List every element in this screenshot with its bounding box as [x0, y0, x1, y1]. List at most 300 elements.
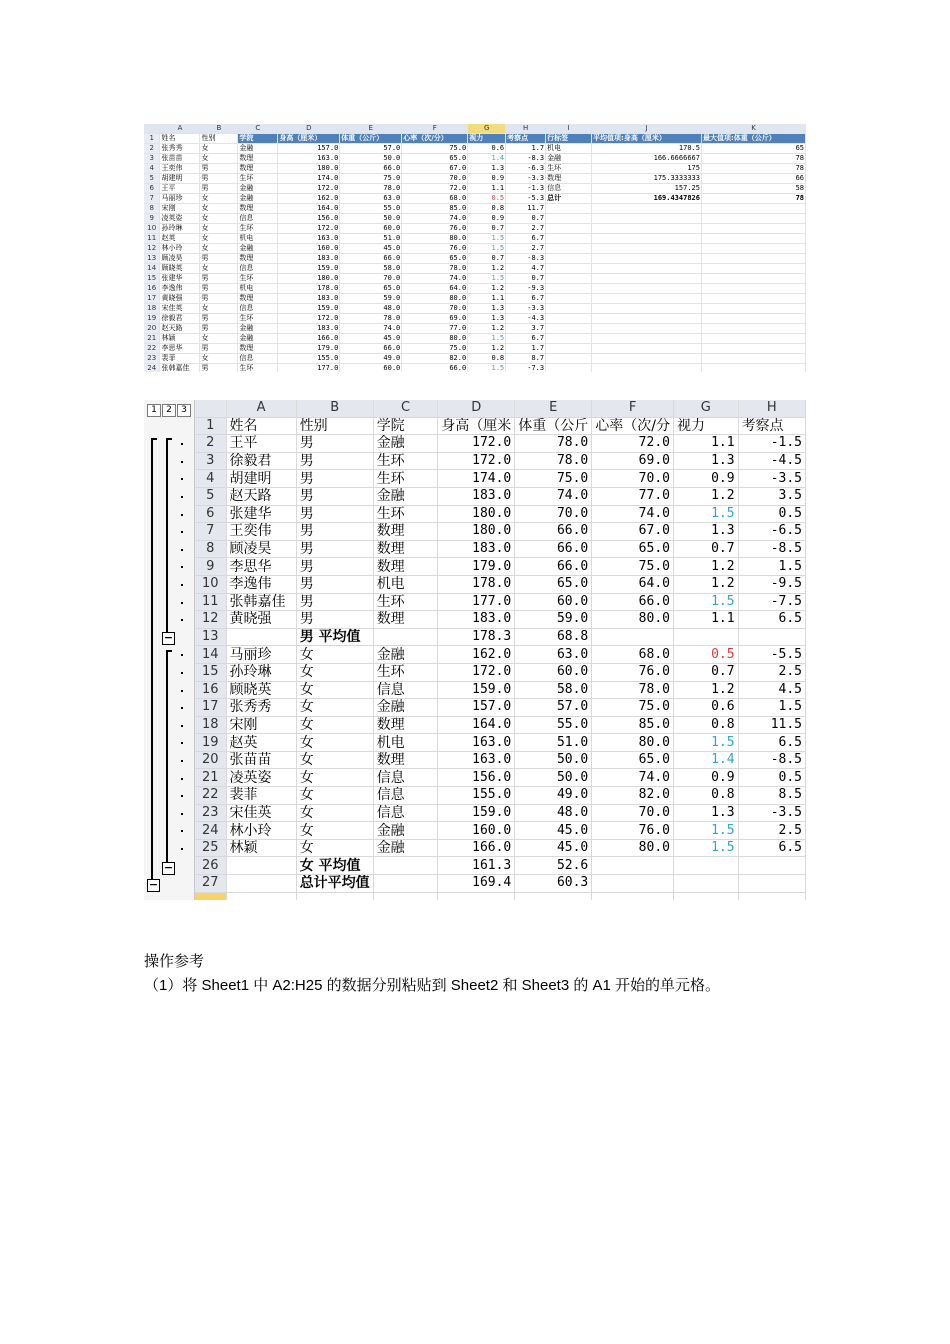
cell[interactable]: 1.5 [468, 234, 506, 244]
cell[interactable]: 1.5 [673, 839, 738, 857]
cell[interactable]: 11.7 [506, 204, 546, 214]
column-header[interactable]: E [340, 124, 402, 134]
cell[interactable]: 74.0 [402, 214, 468, 224]
pivot-cell[interactable]: 数理 [546, 174, 592, 184]
cell[interactable]: 林小玲 [226, 822, 296, 840]
cell[interactable]: 信息 [238, 214, 278, 224]
cell[interactable]: 0.5 [738, 769, 805, 787]
row-number[interactable]: 10 [144, 224, 160, 234]
pivot-cell[interactable]: 信息 [546, 184, 592, 194]
collapse-male-button[interactable]: − [163, 631, 174, 644]
pivot-cell[interactable]: 66 [701, 174, 805, 184]
collapse-female-button[interactable]: − [163, 861, 174, 874]
cell[interactable]: 6.5 [738, 611, 805, 629]
cell[interactable]: 0.5 [673, 646, 738, 664]
cell[interactable]: 马丽珍 [226, 646, 296, 664]
cell[interactable]: 金融 [373, 839, 438, 857]
row-number[interactable]: 12 [144, 244, 160, 254]
cell[interactable]: 男 [200, 164, 238, 174]
cell[interactable]: -1.3 [506, 184, 546, 194]
cell[interactable]: 信息 [373, 769, 438, 787]
row-number[interactable]: 6 [195, 505, 226, 523]
cell[interactable]: 1.1 [673, 611, 738, 629]
pivot-cell[interactable]: 175.3333333 [592, 174, 702, 184]
cell[interactable]: 数理 [373, 611, 438, 629]
cell[interactable] [226, 892, 296, 900]
cell[interactable]: 男 [296, 435, 373, 453]
row-number[interactable]: 16 [144, 284, 160, 294]
cell[interactable]: 66.0 [340, 254, 402, 264]
cell[interactable]: -3.5 [738, 804, 805, 822]
cell[interactable]: 数理 [373, 540, 438, 558]
cell[interactable]: 女 [296, 734, 373, 752]
pivot-cell[interactable] [592, 334, 702, 344]
pivot-cell[interactable] [592, 354, 702, 364]
cell[interactable]: 数理 [238, 344, 278, 354]
row-number[interactable]: 11 [195, 593, 226, 611]
pivot-cell[interactable] [546, 334, 592, 344]
pivot-cell[interactable] [701, 304, 805, 314]
cell[interactable] [373, 628, 438, 646]
cell[interactable]: -3.5 [738, 470, 805, 488]
cell[interactable]: 张秀秀 [160, 144, 200, 154]
cell[interactable]: 林小玲 [160, 244, 200, 254]
cell[interactable] [673, 857, 738, 875]
cell[interactable]: 68.0 [592, 646, 674, 664]
cell[interactable]: 机电 [238, 284, 278, 294]
cell[interactable]: 6.7 [506, 234, 546, 244]
cell[interactable]: -9.3 [506, 284, 546, 294]
cell[interactable]: 数理 [238, 154, 278, 164]
cell[interactable]: 顾晓英 [226, 681, 296, 699]
pivot-cell[interactable] [701, 334, 805, 344]
cell[interactable]: 2.5 [738, 663, 805, 681]
row-number[interactable]: 17 [144, 294, 160, 304]
cell[interactable]: 3.5 [738, 487, 805, 505]
cell[interactable]: -3.3 [506, 304, 546, 314]
pivot-cell[interactable]: 169.4347826 [592, 194, 702, 204]
cell[interactable]: 160.0 [438, 822, 515, 840]
row-number[interactable]: 18 [144, 304, 160, 314]
cell[interactable]: 180.0 [438, 523, 515, 541]
pivot-cell[interactable] [592, 264, 702, 274]
cell[interactable] [515, 892, 592, 900]
cell[interactable]: 75.0 [402, 344, 468, 354]
cell[interactable]: 156.0 [278, 214, 340, 224]
cell[interactable]: 1.5 [468, 274, 506, 284]
row-number[interactable]: 23 [144, 354, 160, 364]
row-number[interactable]: 5 [144, 174, 160, 184]
cell[interactable]: 张韩嘉佳 [226, 593, 296, 611]
cell[interactable]: 女 [200, 194, 238, 204]
cell[interactable]: 58.0 [340, 264, 402, 274]
cell[interactable]: -9.5 [738, 575, 805, 593]
pivot-cell[interactable]: 78 [701, 194, 805, 204]
cell[interactable]: 1.5 [673, 505, 738, 523]
cell[interactable]: 49.0 [340, 354, 402, 364]
pivot-cell[interactable] [546, 204, 592, 214]
cell[interactable]: 张秀秀 [226, 699, 296, 717]
cell[interactable]: 70.0 [402, 304, 468, 314]
row-number[interactable]: 21 [144, 334, 160, 344]
cell[interactable]: 172.0 [278, 314, 340, 324]
cell[interactable]: 体重（公斤） [340, 134, 402, 144]
cell[interactable] [226, 628, 296, 646]
cell[interactable]: 65.0 [340, 284, 402, 294]
cell[interactable]: 163.0 [438, 751, 515, 769]
cell[interactable]: 裴菲 [226, 787, 296, 805]
cell[interactable]: 女 [296, 787, 373, 805]
cell[interactable]: 1.5 [738, 699, 805, 717]
pivot-cell[interactable] [592, 344, 702, 354]
cell[interactable] [592, 875, 674, 893]
pivot-cell[interactable] [592, 254, 702, 264]
cell[interactable]: 66.0 [515, 523, 592, 541]
cell[interactable]: 76.0 [402, 244, 468, 254]
cell[interactable]: -8.5 [738, 540, 805, 558]
pivot-cell[interactable]: 170.5 [592, 144, 702, 154]
cell[interactable]: 48.0 [340, 304, 402, 314]
cell[interactable]: 1.2 [468, 324, 506, 334]
column-header[interactable]: G [468, 124, 506, 134]
cell[interactable]: 172.0 [278, 184, 340, 194]
cell[interactable]: 0.7 [506, 214, 546, 224]
cell[interactable]: 57.0 [340, 144, 402, 154]
row-number[interactable]: 4 [144, 164, 160, 174]
cell[interactable]: 男 [200, 294, 238, 304]
cell[interactable]: 凌英姿 [226, 769, 296, 787]
pivot-cell[interactable] [701, 224, 805, 234]
cell[interactable]: 孙玲琳 [160, 224, 200, 234]
cell[interactable]: 生环 [238, 274, 278, 284]
pivot-cell[interactable] [701, 364, 805, 373]
cell[interactable]: 张韩嘉佳 [160, 364, 200, 373]
cell[interactable]: 男 平均值 [296, 628, 373, 646]
cell[interactable]: 数理 [238, 164, 278, 174]
cell[interactable]: 172.0 [438, 663, 515, 681]
cell[interactable]: -8.3 [506, 254, 546, 264]
pivot-cell[interactable]: 平均值项:身高（厘米） [592, 134, 702, 144]
pivot-cell[interactable] [592, 314, 702, 324]
cell[interactable]: 0.8 [673, 787, 738, 805]
cell[interactable]: 75.0 [592, 699, 674, 717]
cell[interactable]: 59.0 [340, 294, 402, 304]
cell[interactable]: 生环 [238, 174, 278, 184]
cell[interactable]: -8.3 [506, 154, 546, 164]
cell[interactable]: 男 [296, 540, 373, 558]
cell[interactable] [592, 628, 674, 646]
cell[interactable]: 60.0 [340, 224, 402, 234]
cell[interactable]: 王平 [226, 435, 296, 453]
cell[interactable]: 60.0 [515, 593, 592, 611]
cell[interactable]: 胡建明 [160, 174, 200, 184]
row-number[interactable]: 25 [195, 839, 226, 857]
row-number[interactable]: 3 [195, 452, 226, 470]
cell[interactable]: 59.0 [515, 611, 592, 629]
cell[interactable]: 女 平均值 [296, 857, 373, 875]
cell[interactable]: 男 [296, 575, 373, 593]
cell[interactable]: 女 [200, 224, 238, 234]
cell[interactable]: 王奕伟 [226, 523, 296, 541]
cell[interactable]: 性别 [296, 417, 373, 435]
cell[interactable]: 157.0 [278, 144, 340, 154]
cell[interactable]: 生环 [238, 314, 278, 324]
cell[interactable]: 69.0 [592, 452, 674, 470]
cell[interactable]: 黄晓强 [160, 294, 200, 304]
cell[interactable]: 75.0 [515, 470, 592, 488]
cell[interactable]: 66.0 [592, 593, 674, 611]
pivot-cell[interactable] [546, 294, 592, 304]
pivot-cell[interactable] [701, 254, 805, 264]
cell[interactable]: 174.0 [278, 174, 340, 184]
cell[interactable]: 164.0 [438, 716, 515, 734]
cell[interactable]: 6.7 [506, 294, 546, 304]
row-number[interactable]: 26 [195, 857, 226, 875]
cell[interactable]: 宋刚 [226, 716, 296, 734]
cell[interactable]: 信息 [238, 264, 278, 274]
pivot-cell[interactable] [701, 294, 805, 304]
cell[interactable]: 85.0 [402, 204, 468, 214]
cell[interactable]: -5.3 [506, 194, 546, 204]
cell[interactable]: 男 [296, 523, 373, 541]
cell[interactable]: 生环 [238, 364, 278, 373]
cell[interactable]: 64.0 [402, 284, 468, 294]
cell[interactable]: 生环 [373, 663, 438, 681]
pivot-cell[interactable] [592, 214, 702, 224]
cell[interactable]: 64.0 [592, 575, 674, 593]
cell[interactable] [592, 892, 674, 900]
cell[interactable]: 70.0 [402, 174, 468, 184]
cell[interactable]: 63.0 [515, 646, 592, 664]
cell[interactable]: 66.0 [515, 540, 592, 558]
cell[interactable] [673, 628, 738, 646]
cell[interactable]: 1.5 [673, 593, 738, 611]
cell[interactable]: 男 [200, 344, 238, 354]
cell[interactable]: 李思华 [160, 344, 200, 354]
cell[interactable]: 74.0 [592, 505, 674, 523]
pivot-cell[interactable] [701, 244, 805, 254]
cell[interactable]: 0.6 [468, 144, 506, 154]
cell[interactable]: 45.0 [340, 334, 402, 344]
cell[interactable]: 徐毅君 [226, 452, 296, 470]
cell[interactable]: 78.0 [515, 435, 592, 453]
cell[interactable]: 信息 [238, 304, 278, 314]
cell[interactable] [438, 892, 515, 900]
row-number[interactable]: 11 [144, 234, 160, 244]
cell[interactable]: 70.0 [592, 804, 674, 822]
pivot-cell[interactable] [592, 224, 702, 234]
pivot-cell[interactable] [592, 324, 702, 334]
cell[interactable]: 82.0 [402, 354, 468, 364]
pivot-cell[interactable] [592, 294, 702, 304]
cell[interactable]: 11.5 [738, 716, 805, 734]
cell[interactable]: 57.0 [515, 699, 592, 717]
cell[interactable]: 6.5 [738, 734, 805, 752]
pivot-cell[interactable] [701, 324, 805, 334]
cell[interactable]: 0.9 [673, 470, 738, 488]
row-number[interactable]: 2 [195, 435, 226, 453]
row-number[interactable]: 20 [144, 324, 160, 334]
cell[interactable]: 男 [200, 184, 238, 194]
cell[interactable]: 4.7 [506, 264, 546, 274]
cell[interactable]: 155.0 [438, 787, 515, 805]
row-number[interactable]: 8 [144, 204, 160, 214]
cell[interactable]: -6.3 [506, 164, 546, 174]
cell[interactable]: 164.0 [278, 204, 340, 214]
cell[interactable]: 数理 [238, 204, 278, 214]
cell[interactable]: 1.2 [673, 575, 738, 593]
cell[interactable]: 金融 [238, 324, 278, 334]
cell[interactable]: 顾凌昊 [226, 540, 296, 558]
cell[interactable]: 宋刚 [160, 204, 200, 214]
row-number[interactable]: 27 [195, 875, 226, 893]
cell[interactable]: 80.0 [402, 334, 468, 344]
cell[interactable]: 金融 [373, 646, 438, 664]
cell[interactable]: 王平 [160, 184, 200, 194]
cell[interactable]: 49.0 [515, 787, 592, 805]
column-header[interactable]: K [701, 124, 805, 134]
cell[interactable]: 65.0 [592, 751, 674, 769]
cell[interactable]: 66.0 [515, 558, 592, 576]
row-number[interactable]: 19 [195, 734, 226, 752]
cell[interactable]: 159.0 [438, 681, 515, 699]
cell[interactable]: 男 [200, 364, 238, 373]
cell[interactable]: 女 [200, 154, 238, 164]
cell[interactable]: 178.0 [438, 575, 515, 593]
cell[interactable]: 女 [296, 646, 373, 664]
cell[interactable]: 1.2 [468, 264, 506, 274]
row-number[interactable]: 6 [144, 184, 160, 194]
cell[interactable]: 生环 [238, 224, 278, 234]
cell[interactable]: 51.0 [515, 734, 592, 752]
cell[interactable]: 金融 [373, 487, 438, 505]
cell[interactable]: 45.0 [515, 839, 592, 857]
cell[interactable]: 视力 [468, 134, 506, 144]
cell[interactable] [373, 892, 438, 900]
row-number[interactable]: 14 [144, 264, 160, 274]
row-number[interactable]: 9 [195, 558, 226, 576]
pivot-cell[interactable] [701, 234, 805, 244]
cell[interactable]: 生环 [373, 505, 438, 523]
cell[interactable]: 信息 [373, 804, 438, 822]
row-number[interactable]: 3 [144, 154, 160, 164]
column-header[interactable]: F [402, 124, 468, 134]
cell[interactable]: 166.0 [438, 839, 515, 857]
outline-level-1-button[interactable]: 1 [147, 404, 161, 417]
pivot-cell[interactable] [546, 244, 592, 254]
cell[interactable]: 金融 [238, 244, 278, 254]
cell[interactable]: 162.0 [438, 646, 515, 664]
cell[interactable]: 男 [200, 284, 238, 294]
row-number[interactable]: 18 [195, 716, 226, 734]
cell[interactable]: 1.3 [468, 314, 506, 324]
cell[interactable]: 75.0 [340, 174, 402, 184]
cell[interactable]: 183.0 [438, 487, 515, 505]
cell[interactable]: 女 [200, 234, 238, 244]
row-number[interactable]: 9 [144, 214, 160, 224]
cell[interactable]: 179.0 [278, 344, 340, 354]
cell[interactable]: 60.0 [515, 663, 592, 681]
cell[interactable]: 徐毅君 [160, 314, 200, 324]
cell[interactable]: 174.0 [438, 470, 515, 488]
cell[interactable]: 157.0 [438, 699, 515, 717]
cell[interactable]: 80.0 [592, 611, 674, 629]
pivot-cell[interactable] [592, 284, 702, 294]
row-number[interactable]: 13 [144, 254, 160, 264]
cell[interactable]: 数理 [373, 751, 438, 769]
cell[interactable]: 0.8 [673, 716, 738, 734]
row-number[interactable]: 7 [195, 523, 226, 541]
cell[interactable]: 金融 [238, 194, 278, 204]
cell[interactable]: 张苗苗 [160, 154, 200, 164]
cell[interactable]: 数理 [238, 254, 278, 264]
cell[interactable]: 生环 [373, 470, 438, 488]
row-number[interactable] [195, 892, 226, 900]
cell[interactable]: 1.1 [468, 294, 506, 304]
pivot-cell[interactable]: 157.25 [592, 184, 702, 194]
pivot-cell[interactable]: 最大值项:体重（公斤） [701, 134, 805, 144]
cell[interactable]: 6.7 [506, 334, 546, 344]
cell[interactable]: 女 [296, 839, 373, 857]
cell[interactable]: 80.0 [402, 234, 468, 244]
outline-level-3-button[interactable]: 3 [177, 404, 191, 417]
cell[interactable]: 66.0 [402, 364, 468, 373]
pivot-cell[interactable]: 78 [701, 154, 805, 164]
cell[interactable]: 179.0 [438, 558, 515, 576]
cell[interactable]: 180.0 [438, 505, 515, 523]
row-number[interactable]: 16 [195, 681, 226, 699]
pivot-cell[interactable]: 175 [592, 164, 702, 174]
cell[interactable]: 女 [296, 751, 373, 769]
cell[interactable]: 1.2 [673, 681, 738, 699]
cell[interactable]: 159.0 [278, 304, 340, 314]
cell[interactable]: 156.0 [438, 769, 515, 787]
cell[interactable]: 0.7 [506, 274, 546, 284]
cell[interactable]: 68.0 [402, 194, 468, 204]
cell[interactable]: 1.2 [468, 344, 506, 354]
cell[interactable]: 65.0 [592, 540, 674, 558]
cell[interactable]: 159.0 [438, 804, 515, 822]
cell[interactable]: 1.5 [468, 244, 506, 254]
cell[interactable]: 信息 [238, 354, 278, 364]
cell[interactable]: 78.0 [592, 681, 674, 699]
cell[interactable]: 183.0 [278, 254, 340, 264]
cell[interactable]: 0.7 [468, 254, 506, 264]
pivot-cell[interactable] [701, 214, 805, 224]
column-header[interactable]: I [546, 124, 592, 134]
column-header[interactable]: H [506, 124, 546, 134]
pivot-cell[interactable] [592, 364, 702, 373]
cell[interactable]: 胡建明 [226, 470, 296, 488]
cell[interactable]: 男 [296, 611, 373, 629]
row-number[interactable]: 2 [144, 144, 160, 154]
cell[interactable]: -3.3 [506, 174, 546, 184]
row-number[interactable]: 22 [195, 787, 226, 805]
pivot-cell[interactable] [701, 344, 805, 354]
cell[interactable]: 男 [296, 593, 373, 611]
cell[interactable]: 1.3 [468, 164, 506, 174]
cell[interactable]: 男 [296, 505, 373, 523]
cell[interactable]: 50.0 [515, 751, 592, 769]
cell[interactable]: 性别 [200, 134, 238, 144]
cell[interactable] [296, 892, 373, 900]
cell[interactable]: 78.0 [515, 452, 592, 470]
cell[interactable]: 70.0 [515, 505, 592, 523]
cell[interactable]: 心率（次/分 [592, 417, 674, 435]
row-number[interactable]: 4 [195, 470, 226, 488]
cell[interactable]: 8.7 [506, 354, 546, 364]
cell[interactable]: 机电 [373, 575, 438, 593]
